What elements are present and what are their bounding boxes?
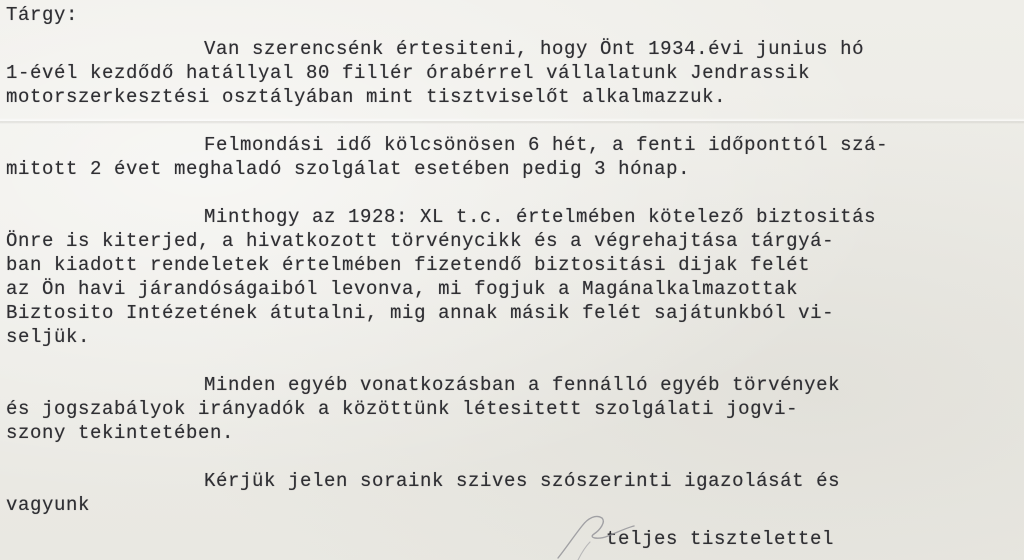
closing-line: teljes tisztelettel — [606, 528, 835, 550]
paragraph-1-line-2: 1-évél kezdődő hatállyal 80 fillér órabérrel vállalatunk Jendrassik — [6, 62, 811, 84]
paragraph-4-line-3: szony tekintetében. — [6, 422, 235, 444]
paragraph-2-line-1: Felmondási idő kölcsönösen 6 hét, a fenti időponttól szá- — [204, 134, 889, 156]
paragraph-1-line-3: motorszerkesztési osztályában mint tisztviselőt alkalmazzuk. — [6, 86, 727, 108]
paragraph-1-line-1: Van szerencsénk értesiteni, hogy Önt 1934.évi junius hó — [204, 38, 865, 60]
paragraph-4-line-2: és jogszabályok irányadók a közöttünk létesitett szolgálati jogvi- — [6, 398, 799, 420]
paragraph-3-line-5: Biztosito Intézetének átutalni, mig annak másik felét sajátunkból vi- — [6, 302, 835, 324]
paragraph-3-line-3: ban kiadott rendeletek értelmében fizetendő biztositási dijak felét — [6, 254, 811, 276]
subject-label: Tárgy: — [6, 4, 79, 26]
paragraph-3-line-2: Önre is kiterjed, a hivatkozott törvénycikk és a végrehajtása tárgyá- — [6, 230, 835, 252]
paragraph-5-line-2: vagyunk — [6, 494, 91, 516]
paragraph-3-line-1: Minthogy az 1928: XL t.c. értelmében kötelező biztositás — [204, 206, 877, 228]
paragraph-4-line-1: Minden egyéb vonatkozásban a fennálló egyéb törvények — [204, 374, 841, 396]
signature-mark — [548, 508, 638, 560]
paper-fold-crease — [0, 118, 1024, 124]
paragraph-3-line-6: seljük. — [6, 326, 91, 348]
paragraph-2-line-2: mitott 2 évet meghaladó szolgálat esetében pedig 3 hónap. — [6, 158, 691, 180]
paragraph-5-line-1: Kérjük jelen soraink szives szószerinti igazolását és — [204, 470, 841, 492]
paragraph-3-line-4: az Ön havi járandóságaiból levonva, mi fogjuk a Magánalkalmazottak — [6, 278, 799, 300]
